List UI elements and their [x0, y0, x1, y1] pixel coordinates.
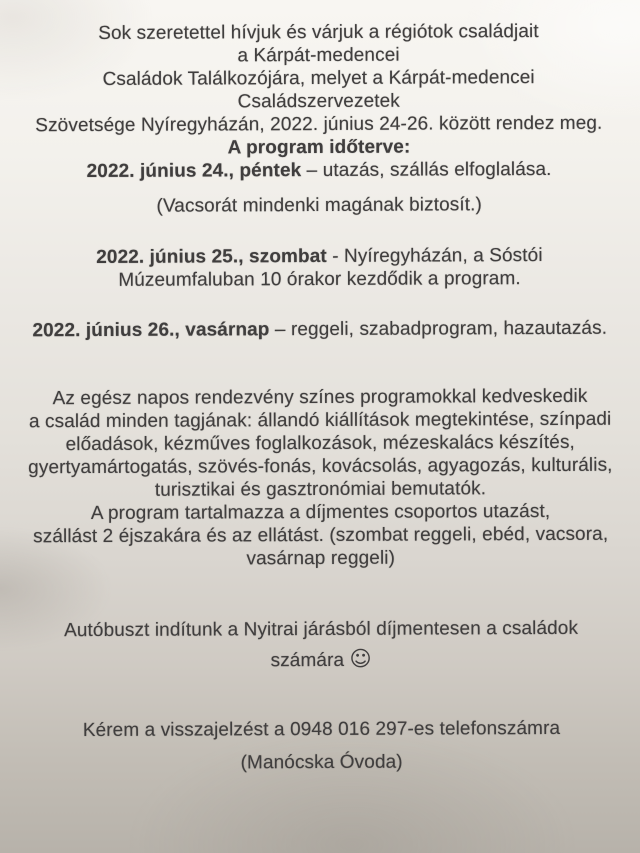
description-line: a család minden tagjának: állandó kiállítások megtekintése, színpadi: [28, 408, 612, 433]
day1-date: 2022. június 24., péntek: [86, 160, 302, 183]
included-services-paragraph: [19, 500, 623, 572]
bus-line1: Autóbuszt indítunk a Nyitrai járásból díjmentesen a családok: [64, 617, 579, 642]
included-line: A program tartalmazza a díjmentes csoportos utazást,: [90, 500, 551, 525]
intro-line: a Kárpát-medencei: [237, 44, 400, 67]
schedule-heading: A program időterve:: [227, 136, 411, 159]
program-description-paragraph: [18, 385, 622, 503]
day2-activities: - Nyíregyházán, a Sóstói: [326, 245, 543, 267]
intro-line: Családszervezetek: [237, 90, 400, 113]
intro-paragraph: [16, 20, 620, 138]
day1-entry: [17, 158, 621, 184]
bus-info-paragraph: [19, 614, 623, 678]
phone-contact-line: Kérem a visszajelzést a 0948 016 297-es telefonszámra: [82, 717, 561, 742]
bus-line2: [19, 644, 623, 678]
day2-entry: [17, 244, 621, 293]
day2-line2: Múzeumfaluban 10 órakor kezdődik a program.: [118, 268, 521, 291]
day3-entry: [18, 317, 622, 343]
included-line: vasárnap reggeli): [246, 547, 396, 570]
day1-activities: – utazás, szállás elfoglalása.: [301, 158, 552, 182]
smiley-face-icon: ☺: [349, 646, 372, 672]
intro-line: Sok szeretettel hívjuk és várjuk a régiótok családjait: [98, 21, 539, 44]
day2-line1: [17, 244, 621, 270]
intro-line: Szövetsége Nyíregyházán, 2022. június 24-26. között rendez meg.: [35, 112, 603, 137]
day3-date: 2022. június 26., vasárnap: [32, 319, 270, 342]
day1-note: (Vacsorát mindenki magának biztosít.): [156, 194, 482, 217]
day3-activities: – reggeli, szabadprogram, hazautazás.: [269, 317, 608, 341]
description-line: gyertyamártogatás, szövés-fonás, kovácsolás, agyagozás, kulturális,: [28, 454, 613, 479]
bus-line2-text: számára: [270, 649, 350, 672]
description-line: előadások, kézműves foglalkozások, mézeskalács készítés,: [65, 431, 575, 456]
included-line: szállást 2 éjszakára és az ellátást. (szombat reggeli, ebéd, vacsora,: [33, 523, 609, 548]
description-line: Az egész napos rendezvény színes programokkal kedveskedik: [52, 385, 588, 410]
description-line: turisztikai és gasztronómiai bemutatók.: [154, 478, 487, 501]
signature-line: (Manócska Óvoda): [240, 751, 403, 774]
intro-line: Családok Találkozójára, melyet a Kárpát-medencei: [102, 67, 535, 90]
day2-date: 2022. június 25., szombat: [96, 245, 327, 268]
